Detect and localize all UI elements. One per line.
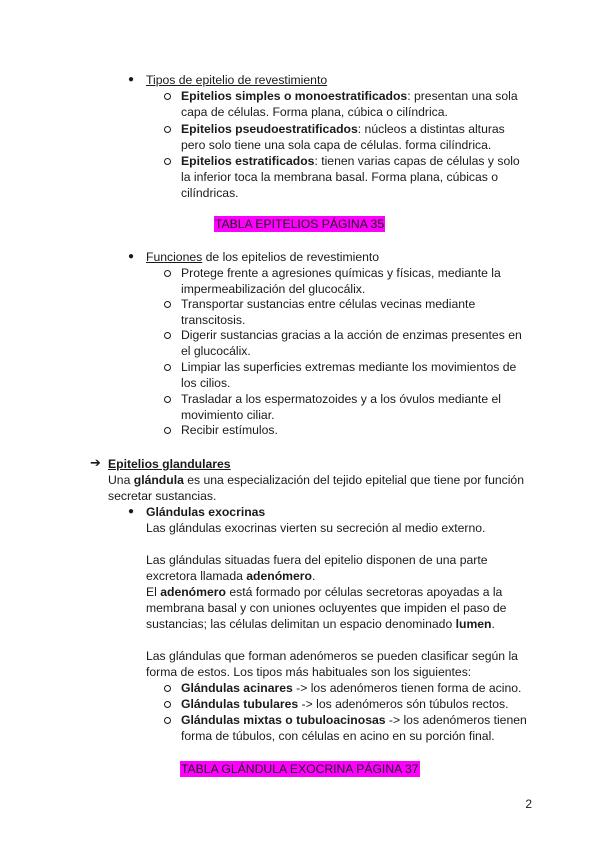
list-item-cont: la inferior toca la membrana basal. Forma plana, cúbicas o [181,170,499,184]
list-item-cont: el glucocálix. [181,344,251,358]
paragraph-line: Las glándulas que forman adenómeros se pueden clasificar según la [146,649,518,663]
list-item: Epitelios estratificados: tienen varias capas de células y solo [181,154,520,168]
list-item: Epitelios pseudoestratificados: núcleos a distintas alturas [181,122,505,136]
circle-bullet-icon [164,332,171,339]
paragraph-line: El adenómero está formado por células secretoras apoyadas a la [146,585,503,599]
table-note-highlight: TABLA GLÁNDULA EXOCRINA PÁGINA 37 [181,762,419,776]
list-item-cont: movimiento ciliar. [181,408,275,422]
paragraph-line: excretora llamada adenómero. [146,569,316,583]
section2-heading: Funciones de los epitelios de revestimiento [146,250,380,264]
paragraph-line: Las glándulas exocrinas vierten su secreción al medio externo. [146,521,486,535]
section1-heading: Tipos de epitelio de revestimiento [146,73,328,87]
list-item-cont: transcitosis. [181,313,246,327]
subsection-heading: Glándulas exocrinas [146,505,266,519]
paragraph-line: Una glándula es una especialización del tejido epitelial que tiene por función [108,473,524,487]
list-item: Epitelios simples o monoestratificados: presentan una sola [181,89,518,103]
table-note-highlight: TABLA EPITELIOS PÁGINA 35 [215,217,385,231]
circle-bullet-icon [164,717,171,724]
list-item: Glándulas tubulares -> los adenómeros són túbulos rectos. [181,697,509,711]
circle-bullet-icon [164,158,171,165]
paragraph-line: secretar sustancias. [108,489,217,503]
circle-bullet-icon [164,301,171,308]
circle-bullet-icon [164,93,171,100]
circle-bullet-icon [164,701,171,708]
page-number: 2 [525,797,532,811]
list-item: Limpiar las superficies extremas mediante los movimientos de [181,360,517,374]
bullet-icon: ● [128,251,135,262]
circle-bullet-icon [164,396,171,403]
paragraph-line: sustancias; las células delimitan un espacio denominado lumen. [146,617,495,631]
list-item: Glándulas mixtas o tubuloacinosas -> los adenómeros tienen [181,713,527,727]
circle-bullet-icon [164,364,171,371]
circle-bullet-icon [164,126,171,133]
list-item-cont: cilíndricas. [181,186,239,200]
list-item-cont: impermeabilización del glucocálix. [181,282,366,296]
list-item-cont: capa de células. Forma plana, cúbica o cilíndrica. [181,105,448,119]
circle-bullet-icon [164,270,171,277]
list-item: Trasladar a los espermatozoides y a los óvulos mediante el [181,392,501,406]
list-item: Digerir sustancias gracias a la acción de enzimas presentes en [181,328,522,342]
circle-bullet-icon [164,685,171,692]
arrow-right-icon: ➔ [90,455,101,470]
list-item-cont: los cilios. [181,376,231,390]
list-item: Glándulas acinares -> los adenómeros tienen forma de acino. [181,681,522,695]
list-item: Transportar sustancias entre células vecinas mediante [181,297,476,311]
paragraph-line: Las glándulas situadas fuera del epitelio disponen de una parte [146,553,488,567]
list-item: Protege frente a agresiones químicas y físicas, mediante la [181,266,501,280]
bullet-icon: ● [128,506,135,517]
circle-bullet-icon [164,427,171,434]
list-item-cont: forma de túbulos, con células en acino en su porción final. [181,729,495,743]
paragraph-line: forma de estos. Los tipos más habituales son los siguientes: [146,665,472,679]
list-item-cont: pero solo tiene una sola capa de células. forma cilíndrica. [181,138,492,152]
paragraph-line: membrana basal y con uniones ocluyentes que impiden el paso de [146,601,507,615]
list-item: Recibir estímulos. [181,423,278,437]
bullet-icon: ● [128,74,135,85]
section3-heading: Epitelios glandulares [108,457,231,471]
